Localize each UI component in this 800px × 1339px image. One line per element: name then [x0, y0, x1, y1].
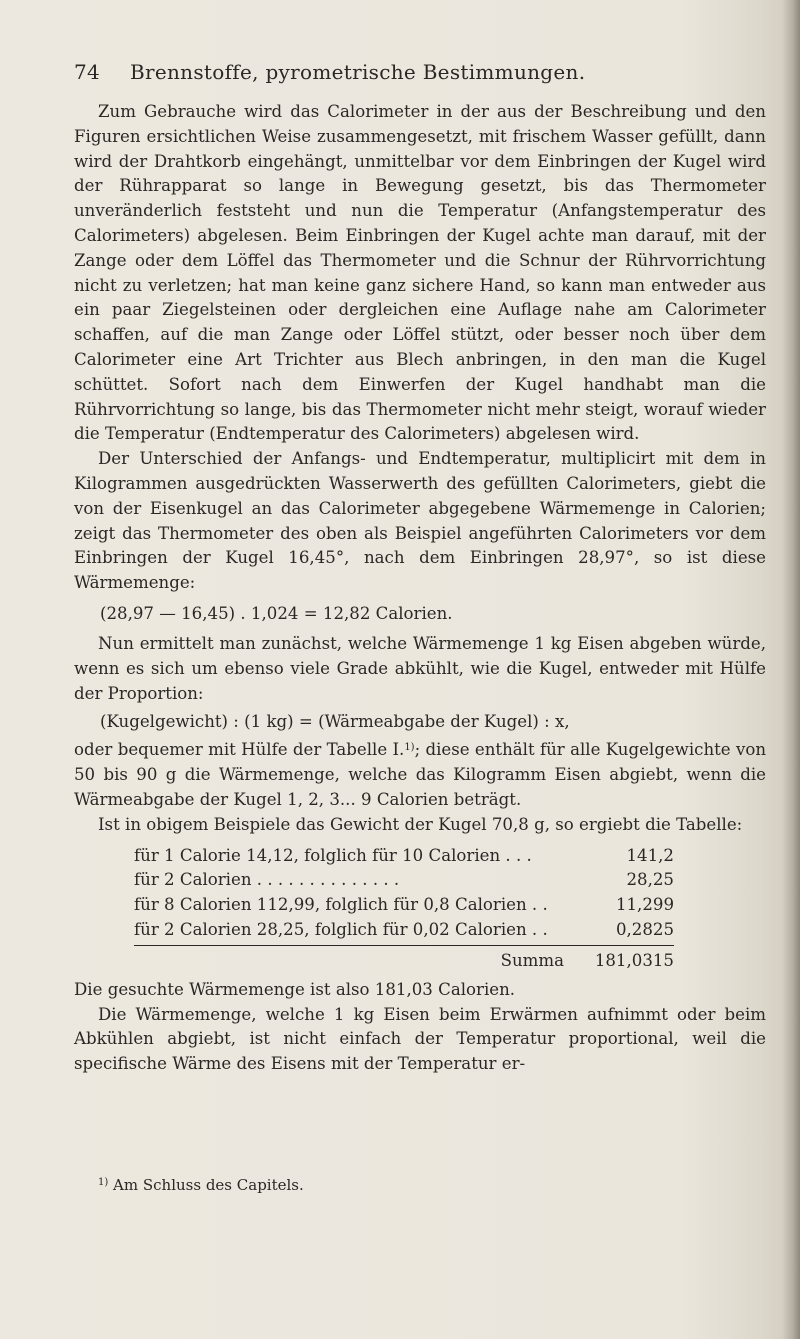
row-label: für 8 Calorien 112,99, folglich für 0,8 Calorien . .: [134, 895, 548, 915]
table-row: [134, 868, 674, 893]
row-value: 11,299: [615, 895, 674, 915]
sum-row: [134, 946, 674, 974]
running-title: Brennstoffe, pyrometrische Bestimmungen.: [130, 60, 586, 84]
row-label: für 1 Calorie 14,12, folglich für 10 Calorien . . .: [134, 845, 532, 865]
row-value: 141,2: [626, 845, 674, 865]
row-label: für 2 Calorien 28,25, folglich für 0,02 Calorien . .: [134, 919, 548, 939]
page-number: 74: [74, 60, 101, 84]
paragraph-table-reference: [74, 738, 766, 812]
row-label: für 2 Calorien . . . . . . . . . . . . . .: [134, 870, 400, 890]
calculation-table: [134, 844, 674, 974]
table-reference-text: oder bequemer mit Hülfe der Tabelle I.: [74, 740, 405, 760]
formula-heat-quantity: (28,97 — 16,45) . 1,024 = 12,82 Calorien.: [100, 603, 453, 623]
footnote-marker: 1): [98, 1177, 109, 1188]
table-row: [134, 844, 674, 869]
sum-label: Summa: [500, 950, 564, 970]
row-value: 28,25: [626, 870, 674, 890]
paragraph-specific-heat: Die Wärmemenge, welche 1 kg Eisen beim Erwärmen aufnimmt oder beim Abkühlen abgiebt, ist nicht einfach der Temperatur proportional, weil die specifische Wärme des Eisens mit der Temperatur er-: [74, 1004, 766, 1074]
paragraph-example: Ist in obigem Beispiele das Gewicht der Kugel 70,8 g, so ergiebt die Tabelle:: [98, 814, 743, 834]
paragraph-per-kg: Nun ermittelt man zunächst, welche Wärmemenge 1 kg Eisen abgeben würde, wenn es sich um ebenso viele Grade abkühlt, wie die Kugel, entweder mit Hülfe der Proportion:: [74, 633, 766, 703]
body-text: [74, 100, 766, 1077]
paragraph-usage: Zum Gebrauche wird das Calorimeter in der aus der Beschreibung und den Figuren ersichtlichen Weise zusammengesetzt, mit frischem Wasser gefüllt, dann wird der Drahtkorb eingehängt, unmittelbar vor dem Einbringen der Kugel wird der Rührapparat so lange in Bewegung gesetzt, bis das Thermometer unveränderlich feststeht und nun die Temperatur (Anfangstemperatur des Calorimeters) abgelesen. Beim Einbringen der Kugel achte man darauf, mit der Zange oder dem Löffel das Thermometer und die Schnur der Rührvorrichtung nicht zu verletzen; hat man keine ganz sichere Hand, so kann man entweder aus ein paar Ziegelsteinen oder dergleichen eine Auflage nahe am Calorimeter schaffen, auf die man Zange oder Löffel stützt, oder besser noch über dem Calorimeter eine Art Trichter aus Blech anbringen, in den man die Kugel schüttet. Sofort nach dem Einwerfen der Kugel handhabt man die Rührvorrichtung so lange, bis das Thermometer nicht mehr steigt, worauf wieder die Temperatur (Endtemperatur des Calorimeters) abgelesen wird.: [74, 102, 766, 444]
row-value: 0,2825: [615, 919, 674, 939]
table-reference-continued: ; diese enthält für alle Kugelgewichte von 50 bis 90 g die Wärmemenge, welche das Kilogramm Eisen abgiebt, wenn die Wärmeabgabe der Kugel 1, 2, 3... 9 Calorien beträgt.: [74, 740, 766, 809]
footnote: [98, 1176, 304, 1194]
sum-value: 181,0315: [594, 950, 674, 970]
footnote-text: Am Schluss des Capitels.: [113, 1176, 304, 1194]
paragraph-result: Die gesuchte Wärmemenge ist also 181,03 Calorien.: [74, 979, 516, 999]
footnote-reference: 1): [404, 742, 415, 754]
table-row: [134, 893, 674, 918]
page-edge-shadow: [782, 0, 800, 1339]
paragraph-difference: Der Unterschied der Anfangs- und Endtemperatur, multiplicirt mit dem in Kilogrammen ausgedrückten Wasserwerth des gefüllten Calorimeters, giebt die von der Eisenkugel an das Calorimeter abgegebene Wärmemenge in Calorien; zeigt das Thermometer des oben als Beispiel angeführten Calorimeters vor dem Einbringen der Kugel 16,45°, nach dem Einbringen 28,97°, so ist diese Wärmemenge:: [74, 449, 766, 593]
formula-proportion: (Kugelgewicht) : (1 kg) = (Wärmeabgabe der Kugel) : x,: [100, 712, 570, 732]
page-header: [74, 60, 774, 90]
table-row: [134, 918, 674, 943]
